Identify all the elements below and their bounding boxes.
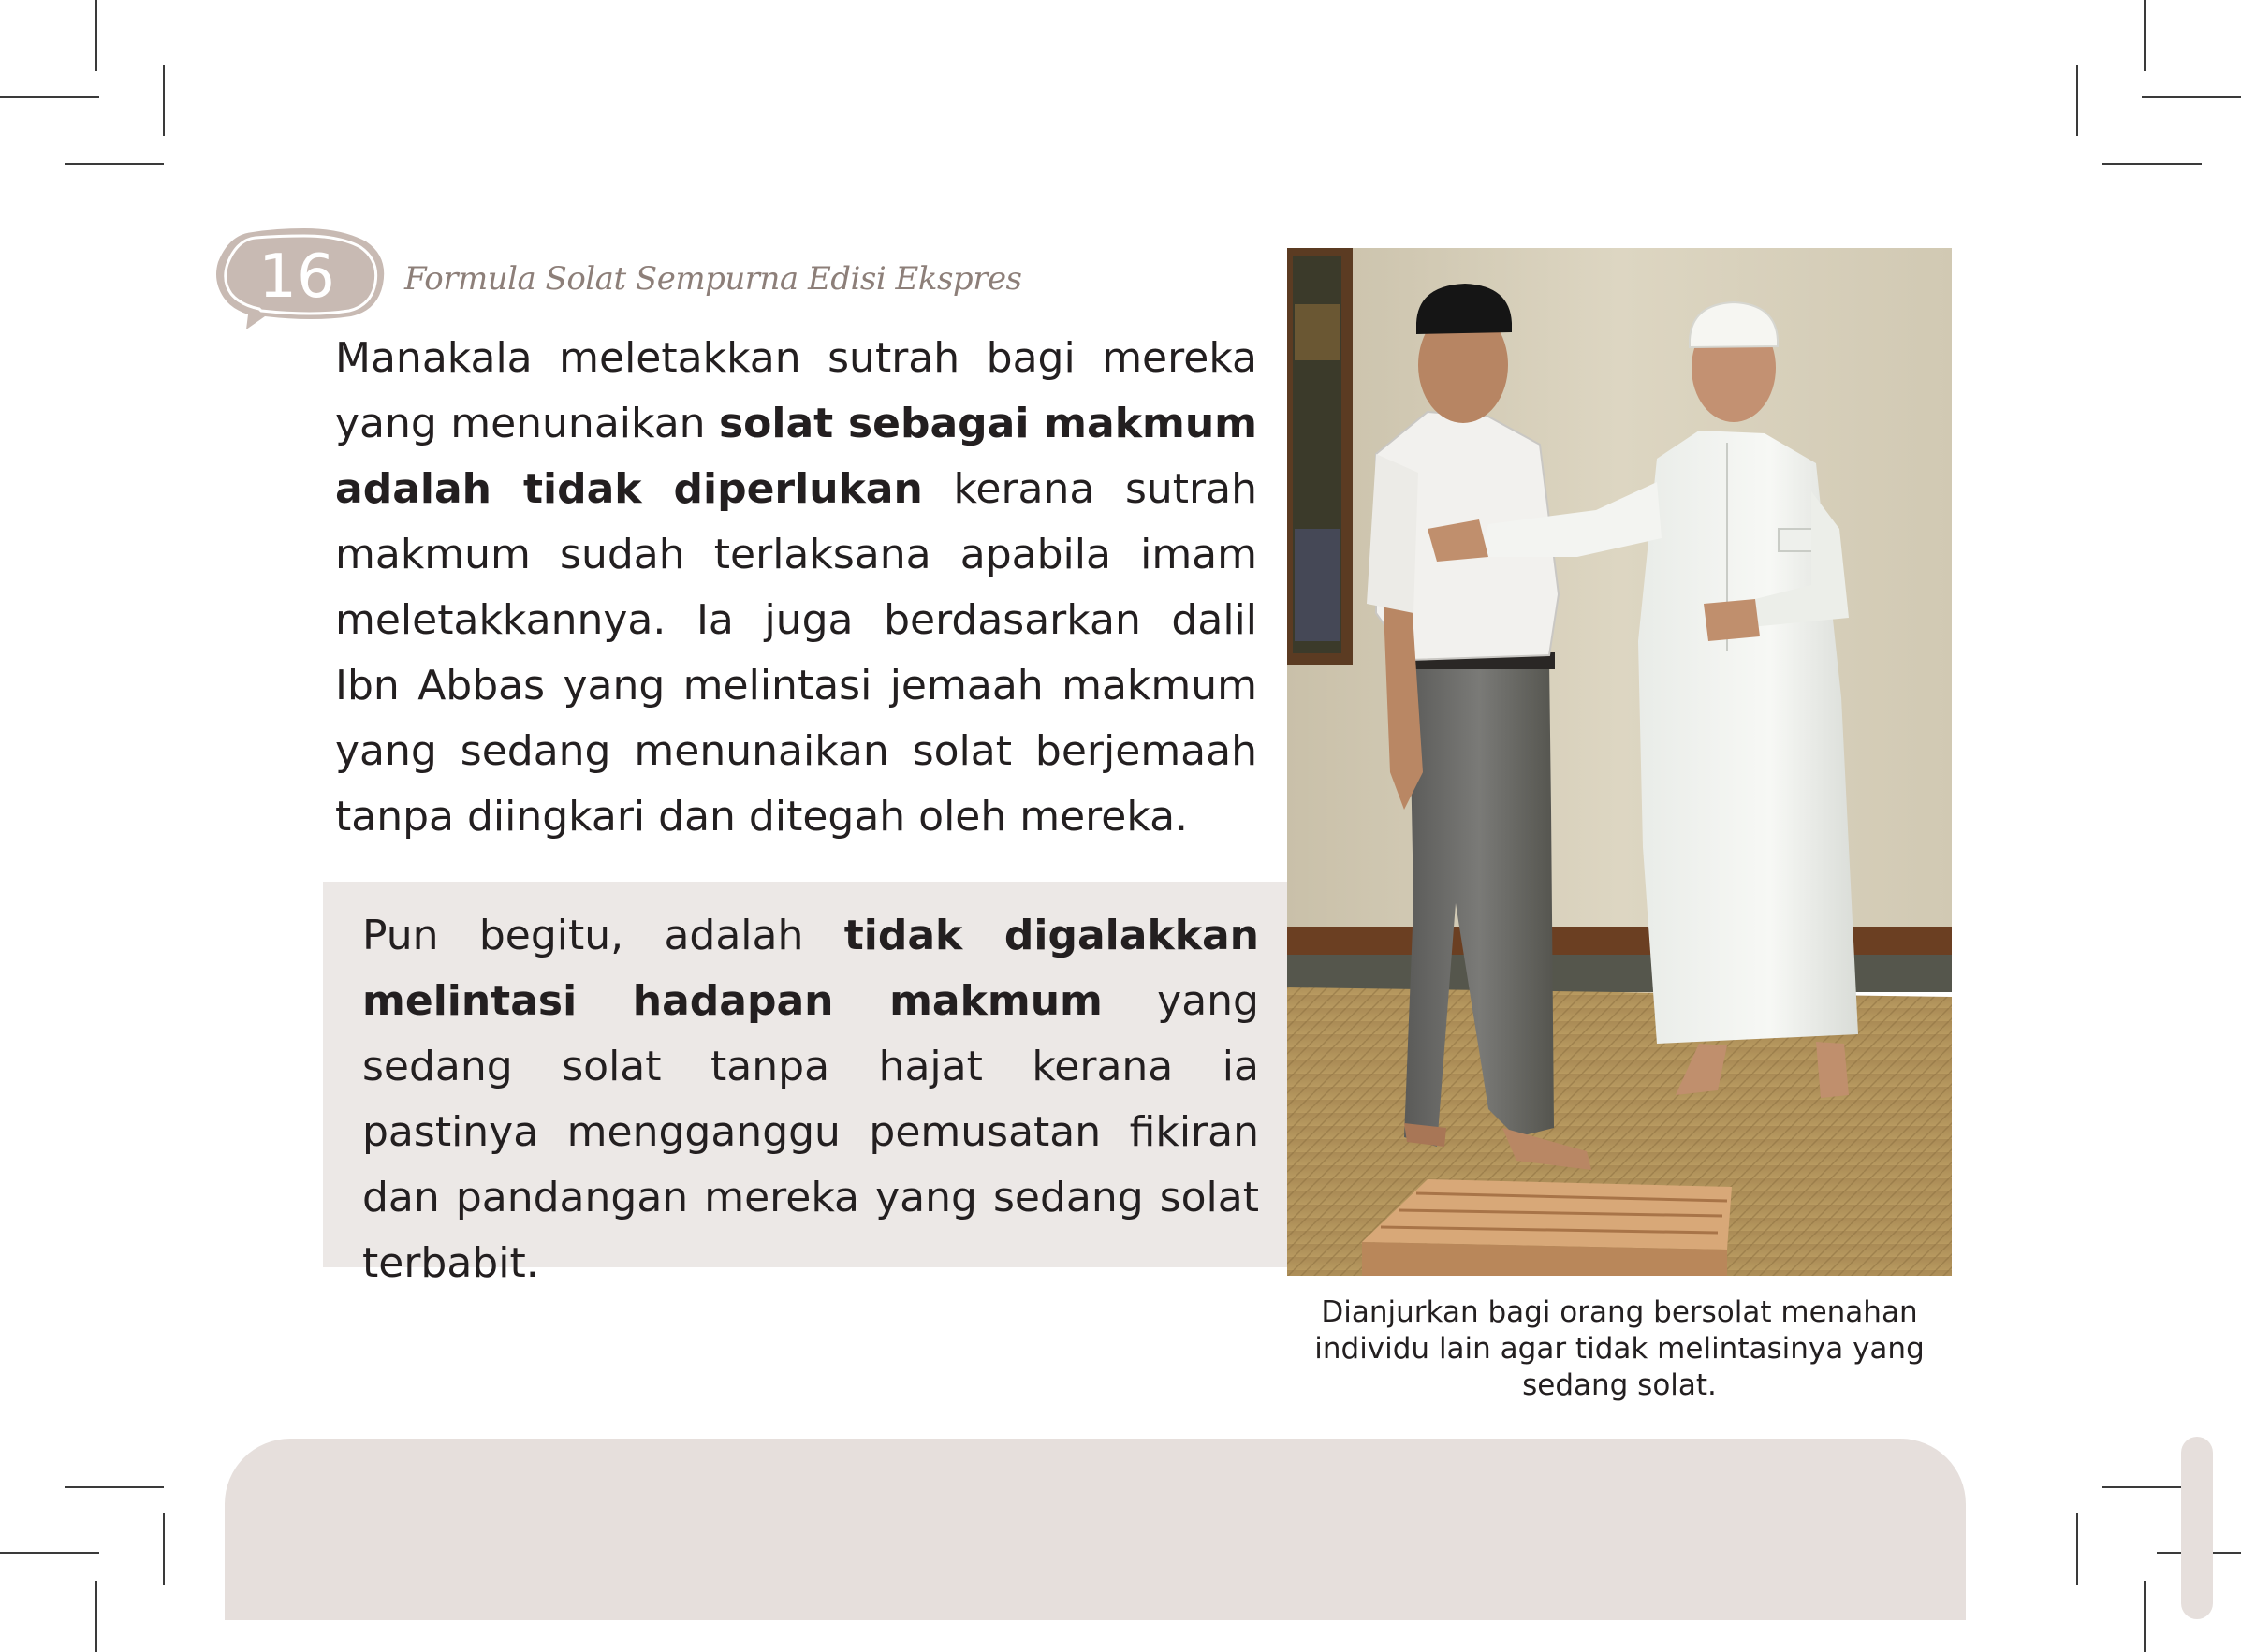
- footer-band: [225, 1439, 1966, 1620]
- crop-mark: [2076, 1513, 2078, 1585]
- crop-mark: [65, 163, 164, 165]
- page-number: 16: [258, 242, 335, 312]
- crop-mark: [2102, 163, 2202, 165]
- crop-mark: [0, 96, 99, 98]
- crop-mark: [2144, 0, 2146, 71]
- body-paragraph-1: [335, 326, 1257, 850]
- crop-mark: [65, 1486, 164, 1488]
- paragraph-text: Pun begitu, adalah: [362, 912, 844, 959]
- photo: [1287, 248, 1952, 1276]
- crop-mark: [95, 0, 97, 71]
- edge-tab: [2181, 1437, 2213, 1619]
- paragraph-text: yang sedang solat tanpa hajat kerana ia pastinya mengganggu pemusatan fikiran dan pandangan mereka yang sedang solat terbabit.: [362, 977, 1259, 1287]
- crop-mark: [0, 1552, 99, 1554]
- paragraph-text: Manakala meletakkan sutrah bagi mereka yang menunaikan: [335, 334, 1257, 447]
- paragraph-text: kerana sutrah makmum sudah terlaksana apabila imam meletakkannya. Ia juga berdasarkan dalil Ibn Abbas yang melintasi jemaah makmum yang sedang menunaikan solat berjemaah tanpa diingkari dan ditegah oleh mereka.: [335, 465, 1257, 841]
- crop-mark: [2144, 1581, 2146, 1652]
- crop-mark: [2076, 65, 2078, 136]
- paragraph-emphasis: solat sebagai makmum adalah tidak diperlukan: [335, 400, 1257, 513]
- body-paragraph-2: [362, 903, 1259, 1296]
- crop-mark: [95, 1581, 97, 1652]
- crop-mark: [163, 1513, 165, 1585]
- crop-mark: [2142, 96, 2241, 98]
- photo-caption: Dianjurkan bagi orang bersolat menahan individu lain agar tidak melintasinya yang sedang solat.: [1314, 1295, 1925, 1402]
- crop-mark: [163, 65, 165, 136]
- running-title: Formula Solat Sempurna Edisi Ekspres: [404, 260, 1022, 298]
- paragraph-emphasis: tidak digalakkan melintasi hadapan makmum: [362, 912, 1259, 1025]
